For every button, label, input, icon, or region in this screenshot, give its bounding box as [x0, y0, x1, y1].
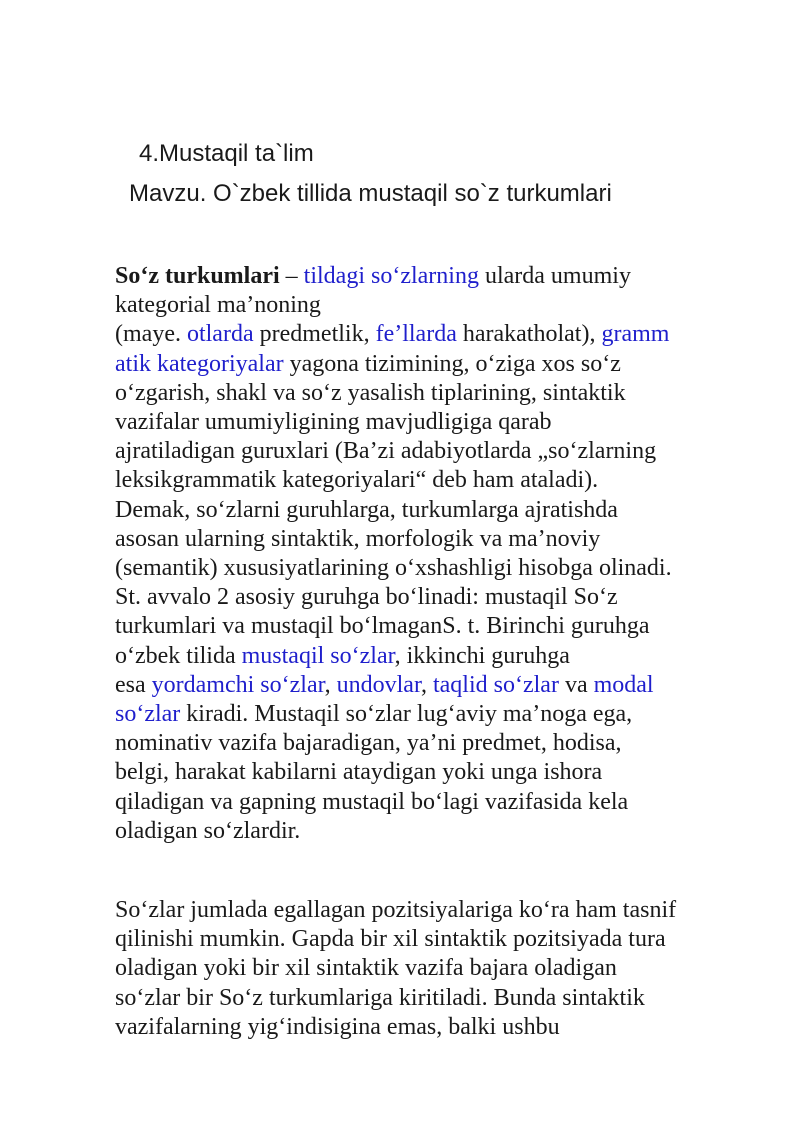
text-line	[115, 525, 765, 554]
text-segment: o‘zbek tilida	[115, 642, 242, 669]
text-line	[115, 612, 765, 641]
text-line	[115, 496, 765, 525]
text-segment: nominativ vazifa bajaradigan, ya’ni predmet, hodisa,	[115, 730, 622, 757]
hyperlink[interactable]: taqlid so‘zlar	[432, 671, 559, 698]
hyperlink[interactable]: so‘zlar	[115, 701, 181, 728]
topic-heading: Mavzu. O`zbek tillida mustaqil so`z turkumlari	[129, 180, 612, 207]
hyperlink[interactable]: fe’llarda	[375, 321, 457, 348]
paragraph-2	[115, 896, 765, 1042]
text-line	[115, 984, 765, 1013]
hyperlink[interactable]: undovlar	[336, 671, 421, 698]
text-segment: , ikkinchi guruhga	[394, 642, 570, 669]
term-heading: So‘z turkumlari	[115, 263, 280, 289]
text-segment: (maye.	[115, 321, 187, 348]
text-line	[115, 700, 765, 729]
text-segment: oladigan so‘zlardir.	[115, 817, 301, 844]
text-segment: o‘zgarish, shakl va so‘z yasalish tiplarining, sintaktik	[115, 379, 626, 406]
hyperlink[interactable]: mustaqil so‘zlar	[241, 642, 395, 669]
text-line	[115, 554, 765, 583]
text-segment: asosan ularning sintaktik, morfologik va ma’noviy	[115, 525, 601, 552]
text-segment: harakatholat),	[456, 321, 602, 348]
text-segment: vazifalarning yig‘indisigina emas, balki ushbu	[115, 1013, 560, 1040]
text-line	[115, 291, 765, 320]
text-segment: va	[558, 671, 594, 698]
text-segment: ajratiladigan guruxlari (Ba’zi adabiyotlarda „so‘zlarning	[115, 438, 657, 465]
text-segment: kiradi. Mustaqil so‘zlar lug‘aviy ma’noga ega,	[180, 701, 633, 728]
hyperlink[interactable]: modal	[593, 671, 654, 698]
text-line	[115, 896, 765, 925]
text-segment: Demak, so‘zlarni guruhlarga, turkumlarga ajratishda	[115, 496, 618, 523]
section-number-heading: 4.Mustaqil ta`lim	[139, 140, 314, 167]
text-line	[115, 583, 765, 612]
text-segment: belgi, harakat kabilarni ataydigan yoki unga ishora	[115, 759, 603, 786]
text-segment: turkumlari va mustaqil bo‘lmaganS. t. Birinchi guruhga	[115, 613, 650, 640]
text-segment: (semantik) xususiyatlarining o‘xshashligi hisobga olinadi.	[115, 555, 672, 582]
hyperlink[interactable]: atik kategoriyalar	[115, 350, 284, 377]
text-segment: kategorial ma’noning	[115, 292, 321, 319]
text-line	[115, 758, 765, 787]
hyperlink[interactable]: gramm	[601, 321, 670, 348]
text-line	[115, 671, 765, 700]
text-segment: ,	[420, 671, 433, 698]
hyperlink[interactable]: tildagi so‘zlarning	[303, 263, 479, 289]
text-line	[115, 817, 765, 846]
text-line	[115, 925, 765, 954]
paragraph-1	[115, 262, 765, 846]
text-segment: esa	[115, 671, 152, 698]
text-line	[115, 642, 765, 671]
text-line	[115, 729, 765, 758]
text-segment: so‘zlar bir So‘z turkumlariga kiritiladi. Bunda sintaktik	[115, 984, 645, 1011]
text-line	[115, 320, 765, 349]
text-segment: So‘zlar jumlada egallagan pozitsiyalariga ko‘ra ham tasnif	[115, 897, 677, 923]
text-segment: oladigan yoki bir xil sintaktik vazifa bajara oladigan	[115, 955, 617, 982]
text-segment: ularda umumiy	[478, 263, 631, 289]
text-line	[115, 350, 765, 379]
text-segment: qilinishi mumkin. Gapda bir xil sintaktik pozitsiyada tura	[115, 926, 666, 953]
text-line	[115, 379, 765, 408]
text-line	[115, 408, 765, 437]
text-segment: –	[279, 263, 304, 289]
text-segment: vazifalar umumiyligining mavjudligiga qarab	[115, 409, 552, 436]
text-line	[115, 437, 765, 466]
text-segment: ,	[324, 671, 337, 698]
text-segment: yagona tizimining, o‘ziga xos so‘z	[283, 350, 621, 377]
text-line	[115, 466, 765, 495]
text-line	[115, 954, 765, 983]
text-segment: leksikgrammatik kategoriyalari“ deb ham ataladi).	[115, 467, 599, 494]
text-segment: qiladigan va gapning mustaqil bo‘lagi vazifasida kela	[115, 788, 629, 815]
hyperlink[interactable]: yordamchi so‘zlar	[151, 671, 325, 698]
hyperlink[interactable]: otlarda	[186, 321, 254, 348]
text-segment: predmetlik,	[253, 321, 376, 348]
text-line	[115, 788, 765, 817]
text-line	[115, 1013, 765, 1042]
text-segment: St. avvalo 2 asosiy guruhga bo‘linadi: mustaqil So‘z	[115, 584, 618, 611]
text-line	[115, 262, 765, 291]
